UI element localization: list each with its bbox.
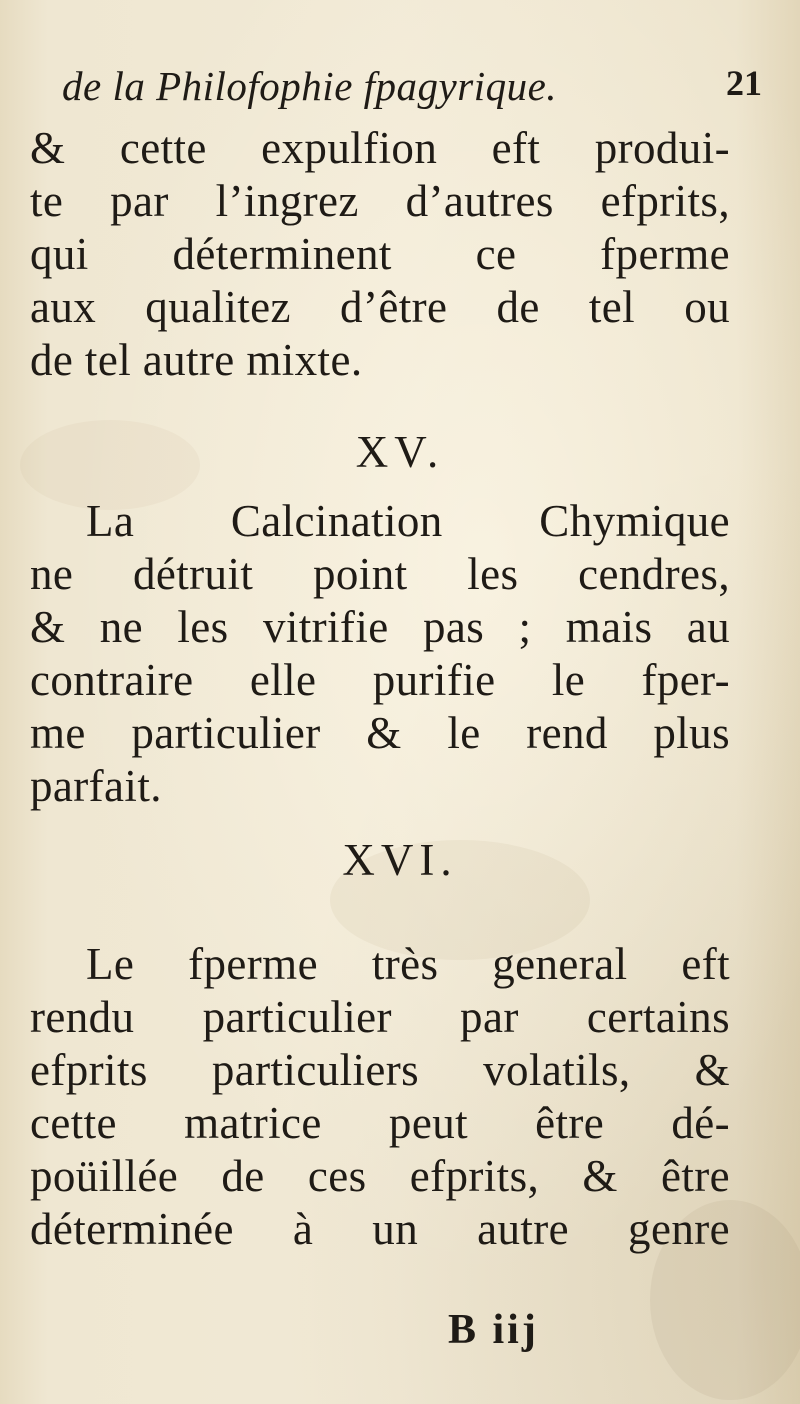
text-line: rendu particulier par certains <box>30 992 730 1042</box>
text-line: qui déterminent ce fperme <box>30 229 730 279</box>
text-line: te par l’ingrez d’autres efprits, <box>30 176 730 226</box>
page-number: 21 <box>726 63 762 103</box>
text-line: parfait. <box>30 761 162 811</box>
text-line: contraire elle purifie le fper- <box>30 655 730 705</box>
text-line: & cette expulfion eft produi- <box>30 123 730 173</box>
text-line: efprits particuliers volatils, & <box>30 1045 730 1095</box>
text-line: Le fperme très general eft <box>86 939 730 989</box>
text-line: & ne les vitrifie pas ; mais au <box>30 602 730 652</box>
running-head <box>62 62 762 112</box>
running-title: de la Philofophie fpagyrique. <box>62 63 558 109</box>
text-line: déterminée à un autre genre <box>30 1204 730 1254</box>
paragraph-continuation <box>30 122 730 387</box>
paragraph-xvi <box>30 938 730 1256</box>
signature-mark: B iij <box>448 1307 539 1353</box>
text-line: ne détruit point les cendres, <box>30 549 730 599</box>
section-heading-xv: XV. <box>355 427 445 477</box>
section-heading-xvi: XVI. <box>342 835 458 885</box>
text-line: poüillée de ces efprits, & être <box>30 1151 730 1201</box>
text-line: La Calcination Chymique <box>86 496 730 546</box>
text-line: aux qualitez d’être de tel ou <box>30 282 730 332</box>
text-line: de tel autre mixte. <box>30 335 363 385</box>
paragraph-xv <box>30 495 730 813</box>
text-line: cette matrice peut être dé- <box>30 1098 730 1148</box>
text-line: me particulier & le rend plus <box>30 708 730 758</box>
